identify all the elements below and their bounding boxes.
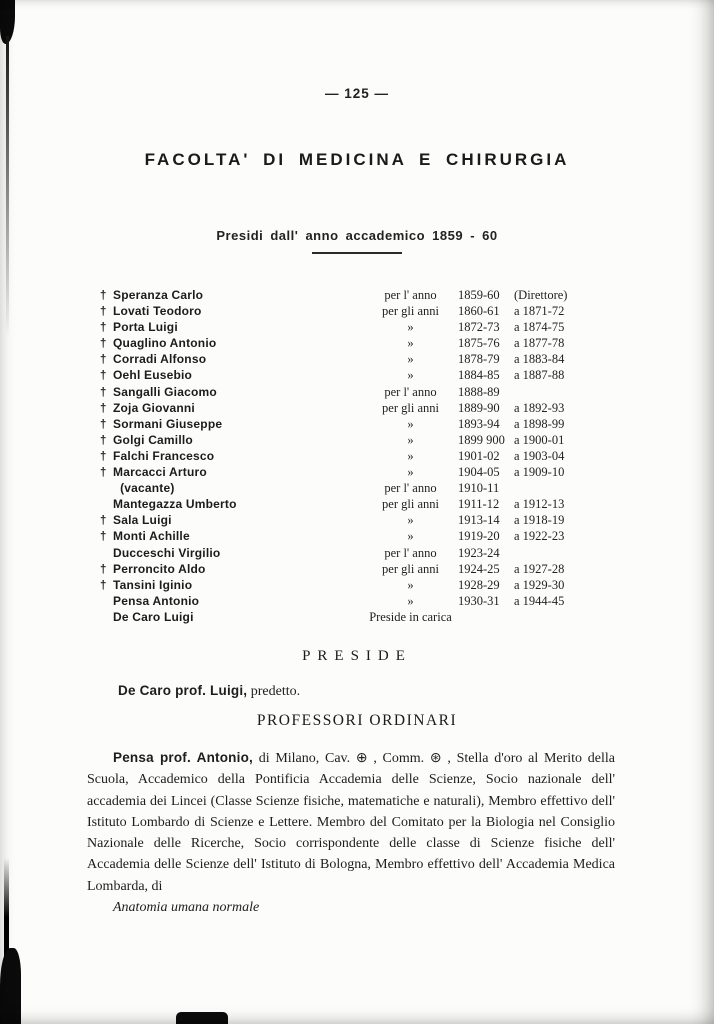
year-end: a 1918-19 bbox=[514, 513, 565, 528]
president-row bbox=[100, 385, 616, 401]
year-start: 1901-02 bbox=[458, 448, 500, 463]
president-name: Speranza Carlo bbox=[113, 288, 204, 302]
president-row bbox=[100, 529, 616, 545]
president-name: Zoja Giovanni bbox=[113, 400, 195, 415]
president-row bbox=[100, 336, 616, 352]
period-label: per l' anno bbox=[384, 545, 437, 560]
year-start: 1888-89 bbox=[458, 384, 500, 399]
president-row bbox=[100, 449, 616, 465]
ordinari-heading: PROFESSORI ORDINARI bbox=[256, 712, 458, 729]
dagger-mark: † bbox=[100, 579, 107, 592]
president-name: De Caro Luigi bbox=[113, 609, 194, 624]
period-label: » bbox=[407, 529, 414, 544]
ordinari-text bbox=[87, 748, 615, 897]
period-label: » bbox=[407, 513, 414, 528]
president-name: Perroncito Aldo bbox=[113, 561, 206, 576]
dagger-mark: † bbox=[100, 450, 107, 463]
period-label: per gli anni bbox=[382, 497, 439, 512]
year-start: 1924-25 bbox=[458, 561, 500, 576]
period-label: » bbox=[407, 368, 414, 383]
year-start: 1910-11 bbox=[458, 481, 500, 496]
scan-artifact-bottom-smudge bbox=[176, 1012, 228, 1024]
president-row bbox=[100, 352, 616, 368]
president-name: Golgi Camillo bbox=[113, 432, 193, 447]
italic-line: Anatomia umana normale bbox=[113, 900, 260, 916]
presidents-list bbox=[100, 288, 616, 626]
year-end: a 1922-23 bbox=[514, 529, 565, 544]
period-label: » bbox=[407, 577, 414, 592]
year-end: a 1900-01 bbox=[514, 432, 565, 447]
year-start: 1860-61 bbox=[458, 304, 500, 319]
president-row bbox=[100, 562, 616, 578]
year-start: 1923-24 bbox=[458, 545, 500, 560]
dagger-mark: † bbox=[100, 563, 107, 576]
professor-name: Pensa prof. Antonio, bbox=[113, 750, 253, 765]
year-end: a 1887-88 bbox=[514, 368, 565, 383]
dagger-mark: † bbox=[100, 322, 107, 335]
period-label: » bbox=[407, 336, 414, 351]
president-name: Falchi Francesco bbox=[113, 448, 215, 463]
president-name: Tansini Iginio bbox=[113, 577, 193, 592]
president-row bbox=[100, 465, 616, 481]
year-start: 1878-79 bbox=[458, 352, 500, 367]
subtitle-rule bbox=[312, 252, 402, 254]
year-start: 1919-20 bbox=[458, 529, 500, 544]
president-row bbox=[100, 433, 616, 449]
year-start: 1872-73 bbox=[458, 320, 500, 335]
president-row bbox=[100, 497, 616, 513]
year-end: a 1898-99 bbox=[514, 416, 565, 431]
dagger-mark: † bbox=[100, 354, 107, 367]
period-label: Preside in carica bbox=[369, 609, 452, 624]
page-number: — 125 — bbox=[324, 86, 390, 101]
faculty-title: FACOLTA' DI MEDICINA E CHIRURGIA bbox=[144, 150, 570, 169]
period-label: per gli anni bbox=[382, 304, 439, 319]
dagger-mark: † bbox=[100, 418, 107, 431]
president-row bbox=[100, 288, 616, 304]
year-end: a 1883-84 bbox=[514, 352, 565, 367]
year-start: 1875-76 bbox=[458, 336, 500, 351]
year-start: 1859-60 bbox=[458, 288, 500, 302]
president-row bbox=[100, 320, 616, 336]
year-end: a 1909-10 bbox=[514, 465, 565, 480]
period-label: » bbox=[407, 465, 414, 480]
president-row bbox=[100, 417, 616, 433]
president-row bbox=[100, 546, 616, 562]
dagger-mark: † bbox=[100, 386, 107, 399]
president-name: Pensa Antonio bbox=[113, 593, 200, 608]
period-label: » bbox=[407, 320, 414, 335]
president-name: Quaglino Antonio bbox=[113, 336, 217, 351]
president-name: Corradi Alfonso bbox=[113, 352, 207, 367]
dagger-mark: † bbox=[100, 338, 107, 351]
year-start: 1893-94 bbox=[458, 416, 500, 431]
preside-line bbox=[118, 683, 618, 700]
year-end: a 1912-13 bbox=[514, 497, 565, 512]
president-name: Marcacci Arturo bbox=[113, 465, 207, 480]
period-label: » bbox=[407, 432, 414, 447]
year-start: 1884-85 bbox=[458, 368, 500, 383]
year-start: 1930-31 bbox=[458, 593, 500, 608]
year-start: 1928-29 bbox=[458, 577, 500, 592]
president-row bbox=[100, 304, 616, 320]
ordinari-paragraph bbox=[87, 748, 615, 918]
scan-artifact-left-edge-line bbox=[6, 36, 9, 336]
president-name: Lovati Teodoro bbox=[113, 304, 202, 319]
president-name: Sala Luigi bbox=[113, 513, 172, 528]
period-label: per gli anni bbox=[382, 400, 439, 415]
president-row bbox=[100, 578, 616, 594]
year-end: (Direttore) bbox=[514, 288, 568, 302]
president-row bbox=[100, 481, 616, 497]
dagger-mark: † bbox=[100, 515, 107, 528]
period-label: per l' anno bbox=[384, 481, 437, 496]
year-end: a 1871-72 bbox=[514, 304, 565, 319]
period-label: » bbox=[407, 352, 414, 367]
year-start: 1913-14 bbox=[458, 513, 500, 528]
president-name: Monti Achille bbox=[113, 529, 190, 544]
period-label: » bbox=[407, 416, 414, 431]
dagger-mark: † bbox=[100, 402, 107, 415]
year-end: a 1892-93 bbox=[514, 400, 565, 415]
preside-heading: PRESIDE bbox=[302, 648, 412, 664]
subtitle: Presidi dall' anno accademico 1859 - 60 bbox=[216, 228, 498, 243]
president-name: Sangalli Giacomo bbox=[113, 384, 217, 399]
dagger-mark: † bbox=[100, 306, 107, 319]
period-label: per gli anni bbox=[382, 561, 439, 576]
year-end: a 1874-75 bbox=[514, 320, 565, 335]
preside-name: De Caro prof. Luigi, bbox=[118, 683, 248, 698]
dagger-mark: † bbox=[100, 290, 107, 302]
president-row bbox=[100, 610, 616, 626]
president-name: Porta Luigi bbox=[113, 320, 178, 335]
dagger-mark: † bbox=[100, 434, 107, 447]
period-label: per l' anno bbox=[384, 384, 437, 399]
period-label: » bbox=[407, 593, 414, 608]
professor-description: di Milano, Cav. ⊕ , Comm. ⊛ , Stella d'oro al Merito della Scuola, Accademico della Pontificia Accademia delle Scienze, Socio nazionale dell' accademia dei Lincei (Classe Scienze fisiche, matematiche e naturali), Membro effettivo dell' Istituto Lombardo di Scienze e Lettere. Membro del Comitato per la Biologia nel Consiglio Nazionale delle Ricerche, Socio corrispondente delle classe di Scienze fisiche dell' Accademia delle Scienze dell' Istituto di Bologna, Membro effettivo dell' Accademia Medica Lombarda, di bbox=[87, 751, 615, 894]
dagger-mark: † bbox=[100, 467, 107, 480]
president-name: (vacante) bbox=[113, 481, 175, 496]
year-start: 1904-05 bbox=[458, 465, 500, 480]
president-name: Mantegazza Umberto bbox=[113, 497, 237, 512]
scan-artifact-bottom-left-corner bbox=[0, 948, 21, 1024]
president-row bbox=[100, 594, 616, 610]
president-name: Ducceschi Virgilio bbox=[113, 545, 221, 560]
dagger-mark: † bbox=[100, 531, 107, 544]
year-end: a 1877-78 bbox=[514, 336, 565, 351]
year-end: a 1903-04 bbox=[514, 448, 565, 463]
period-label: » bbox=[407, 448, 414, 463]
president-name: Oehl Eusebio bbox=[113, 368, 193, 383]
year-start: 1899 900 bbox=[458, 432, 505, 447]
period-label: per l' anno bbox=[384, 288, 437, 302]
president-row bbox=[100, 368, 616, 384]
dagger-mark: † bbox=[100, 370, 107, 383]
year-end: a 1927-28 bbox=[514, 561, 565, 576]
year-end: a 1944-45 bbox=[514, 593, 565, 608]
year-start: 1889-90 bbox=[458, 400, 500, 415]
president-name: Sormani Giuseppe bbox=[113, 416, 223, 431]
president-row bbox=[100, 513, 616, 529]
president-row bbox=[100, 401, 616, 417]
preside-rest: predetto. bbox=[247, 684, 301, 699]
year-start: 1911-12 bbox=[458, 497, 500, 512]
year-end: a 1929-30 bbox=[514, 577, 565, 592]
